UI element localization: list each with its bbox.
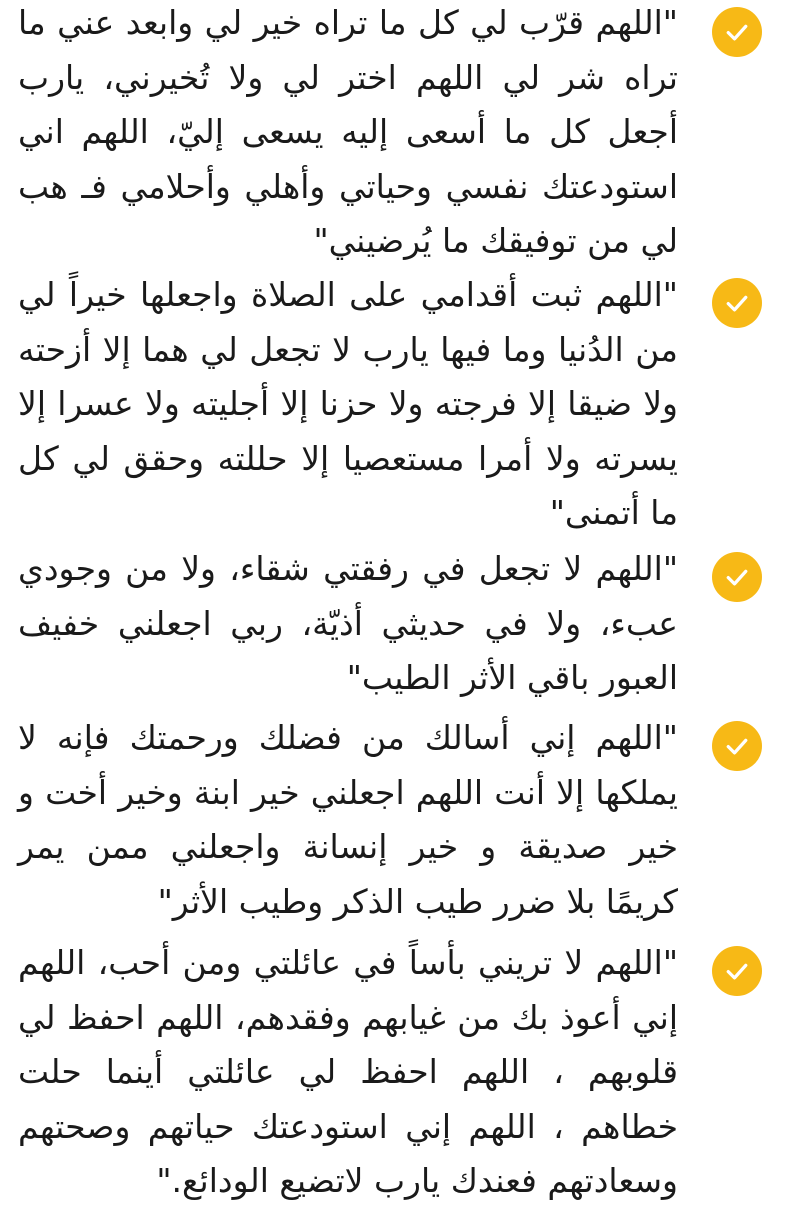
dua-text: "اللهم لا تريني بأساً في عائلتي ومن أحب، اللهم إني أعوذ بك من غيابهم وفقدهم، اللهم احفظ لي قلوبهم ، اللهم احفظ لي عائلتي أينما حلت خطاهم ، اللهم إني استودعتك حياتهم وصحتهم وسعادتهم فعندك يارب لاتضيع الودائع."	[18, 943, 678, 1200]
dua-text: "اللهم لا تجعل في رفقتي شقاء، ولا من وجودي عبء، ولا في حديثي أذيّة، ربي اجعلني خفيف العبور باقي الأثر الطيب"	[18, 549, 678, 697]
dua-text: "اللهم إني أسالك من فضلك ورحمتك فإنه لا يملكها إلا أنت اللهم اجعلني خير ابنة وخير أخت و خير صديقة و خير إنسانة واجعلني ممن يمر كريمًا بلا ضرر طيب الذكر وطيب الأثر"	[18, 718, 678, 921]
check-circle-icon	[712, 721, 762, 771]
check-circle-icon	[712, 7, 762, 57]
dua-text: "اللهم قرّب لي كل ما تراه خير لي وابعد عني ما تراه شر لي اللهم اختر لي ولا تُخيرني، يارب أجعل كل ما أسعى إليه يسعى إليّ، اللهم اني استودعتك نفسي وحياتي وأهلي وأحلامي فـ هب لي من توفيقك ما يُرضيني"	[18, 3, 678, 260]
check-circle-icon	[712, 278, 762, 328]
dua-text: "اللهم ثبت أقدامي على الصلاة واجعلها خيراً لي من الدُنيا وما فيها يارب لا تجعل لي هما إلا أزحته ولا ضيقا إلا فرجته ولا حزنا إلا أجليته ولا عسرا إلا يسرته ولا أمرا مستعصيا إلا حللته وحقق لي كل ما أتمنى"	[18, 275, 678, 532]
check-circle-icon	[712, 552, 762, 602]
check-circle-icon	[712, 946, 762, 996]
